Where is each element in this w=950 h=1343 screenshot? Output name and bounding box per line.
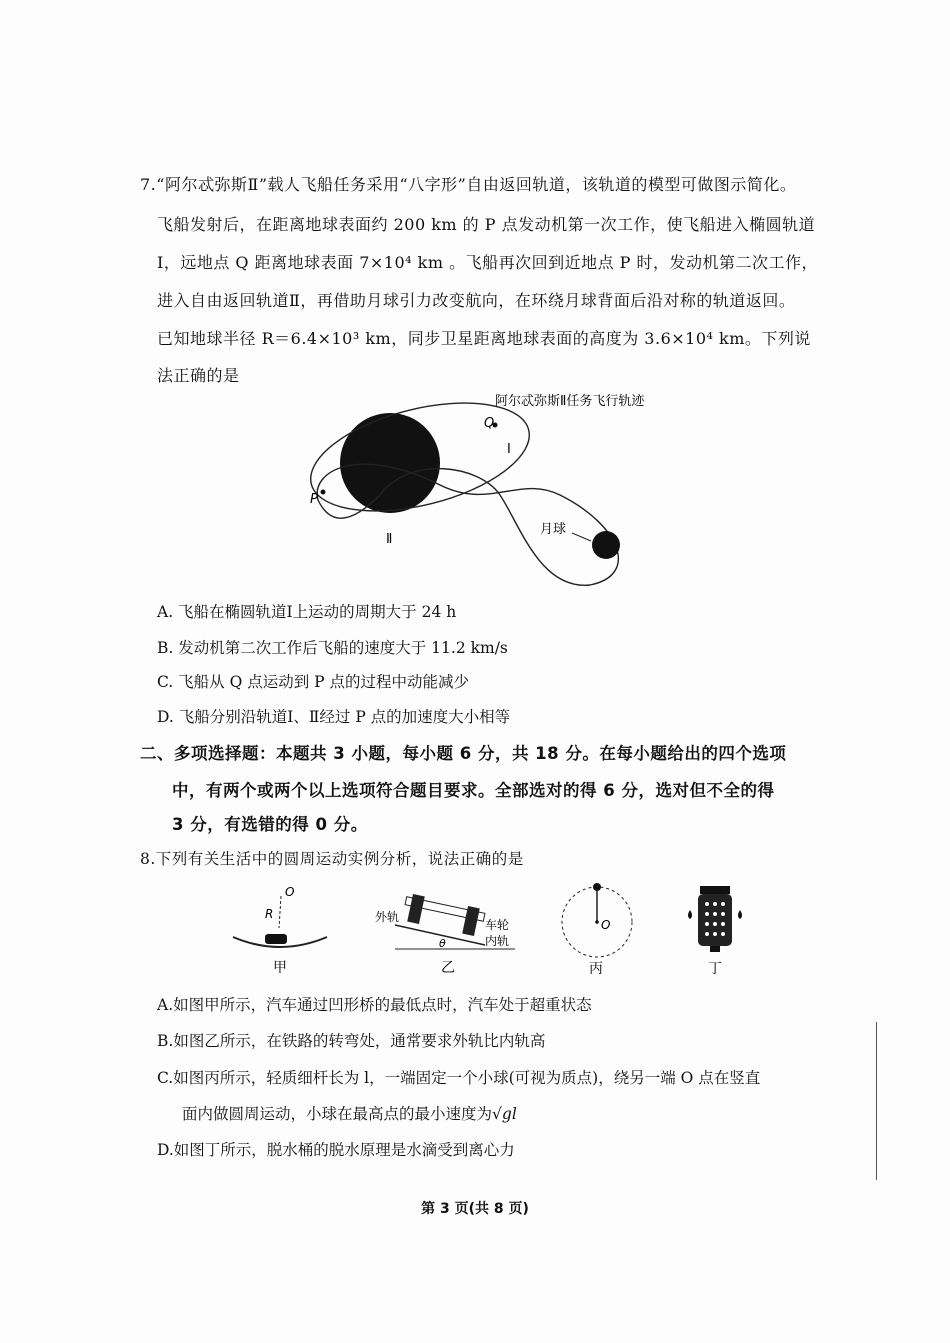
bing-caption: 丙 (589, 961, 603, 977)
q7-line-6: 法正确的是 (157, 366, 240, 385)
q7-line-4: 进入自由返回轨道Ⅱ，再借助月球引力改变航向，在环绕月球背面后沿对称的轨道返回。 (157, 291, 796, 310)
yi-label-theta: θ (439, 937, 446, 950)
jia-caption: 甲 (273, 960, 287, 976)
bing-label-o: O (601, 918, 611, 932)
label-orbit-2: Ⅱ (386, 532, 393, 547)
margin-line (876, 1022, 877, 1180)
label-orbit-1: Ⅰ (507, 442, 511, 457)
figure-jia (225, 882, 335, 977)
bing-center (595, 920, 599, 924)
q8-option-c-line-2 (182, 1102, 517, 1124)
yi-label-inner: 内轨 (485, 934, 510, 948)
q7-option-c: C. 飞船从 Q 点运动到 P 点的过程中动能减少 (157, 673, 470, 691)
trajectory-figure (290, 385, 680, 595)
section2-line-2: 中，有两个或两个以上选项符合题目要求。全部选对的得 6 分，选对但不全的得 (172, 781, 775, 800)
yi-label-wheel: 车轮 (485, 918, 510, 932)
q7-line-2: 飞船发射后，在距离地球表面约 200 km 的 P 点发动机第一次工作，使飞船进入椭圆轨道 (157, 215, 816, 234)
label-q: Q (484, 416, 495, 431)
ding-lid (700, 886, 730, 894)
label-p: P (310, 492, 318, 507)
moon-pointer (572, 533, 591, 541)
point-p-dot (321, 490, 326, 495)
q7-line-3: Ⅰ，远地点 Q 距离地球表面 7×10⁴ km 。飞船再次回到近地点 P 时，发动机第二次工作， (157, 253, 819, 272)
ding-droplet-right (738, 910, 742, 919)
q7-option-a: A. 飞船在椭圆轨道Ⅰ上运动的周期大于 24 h (157, 603, 457, 621)
section2-line-1: 二、多项选择题：本题共 3 小题，每小题 6 分，共 18 分。在每小题给出的四个选项 (140, 744, 787, 763)
q7-option-d: D. 飞船分别沿轨道Ⅰ、Ⅱ经过 P 点的加速度大小相等 (157, 708, 511, 726)
q8-stem: 8.下列有关生活中的圆周运动实例分析，说法正确的是 (140, 850, 524, 868)
q8-option-d: D.如图丁所示，脱水桶的脱水原理是水滴受到离心力 (157, 1141, 515, 1159)
jia-label-r: R (265, 907, 274, 921)
q7-line-1: 7.“阿尔忒弥斯Ⅱ”载人飞船任务采用“八字形”自由返回轨道，该轨道的模型可做图示简化。 (140, 175, 797, 194)
figure-title: 阿尔忒弥斯Ⅱ任务飞行轨迹 (495, 394, 645, 409)
label-moon: 月球 (540, 522, 567, 537)
moon-disc (592, 531, 620, 559)
q8-option-a: A.如图甲所示，汽车通过凹形桥的最低点时，汽车处于超重状态 (157, 996, 592, 1014)
bing-ball (593, 883, 601, 891)
section2-line-3: 3 分，有选错的得 0 分。 (172, 815, 368, 834)
yi-caption: 乙 (441, 960, 455, 976)
figure-bing (555, 880, 645, 977)
earth-disc (340, 413, 440, 513)
figure-ding (680, 880, 750, 977)
jia-label-o: O (285, 885, 295, 899)
q8-option-b: B.如图乙所示，在铁路的转弯处，通常要求外轨比内轨高 (157, 1032, 546, 1050)
jia-radius-line (279, 896, 281, 928)
page-footer: 第 3 页(共 8 页) (421, 1201, 529, 1217)
ding-base (710, 946, 720, 952)
q8-option-c-line-1: C.如图丙所示，轻质细杆长为 l，一端固定一个小球(可视为质点)，绕另一端 O 点在竖直 (157, 1069, 761, 1087)
ding-droplet-left (688, 910, 692, 919)
ding-drum (698, 894, 732, 946)
q7-line-5: 已知地球半径 R＝6.4×10³ km，同步卫星距离地球表面的高度为 3.6×10⁴ km。下列说 (157, 329, 811, 348)
jia-car (265, 934, 287, 944)
ding-caption: 丁 (708, 961, 722, 977)
q7-option-b: B. 发动机第二次工作后飞船的速度大于 11.2 km/s (157, 639, 508, 657)
q8-option-c-text: 面内做圆周运动，小球在最高点的最小速度为 (182, 1105, 493, 1123)
yi-label-outer: 外轨 (375, 910, 400, 924)
figure-yi (375, 885, 525, 977)
q8-option-c-formula: √gl (492, 1105, 517, 1123)
